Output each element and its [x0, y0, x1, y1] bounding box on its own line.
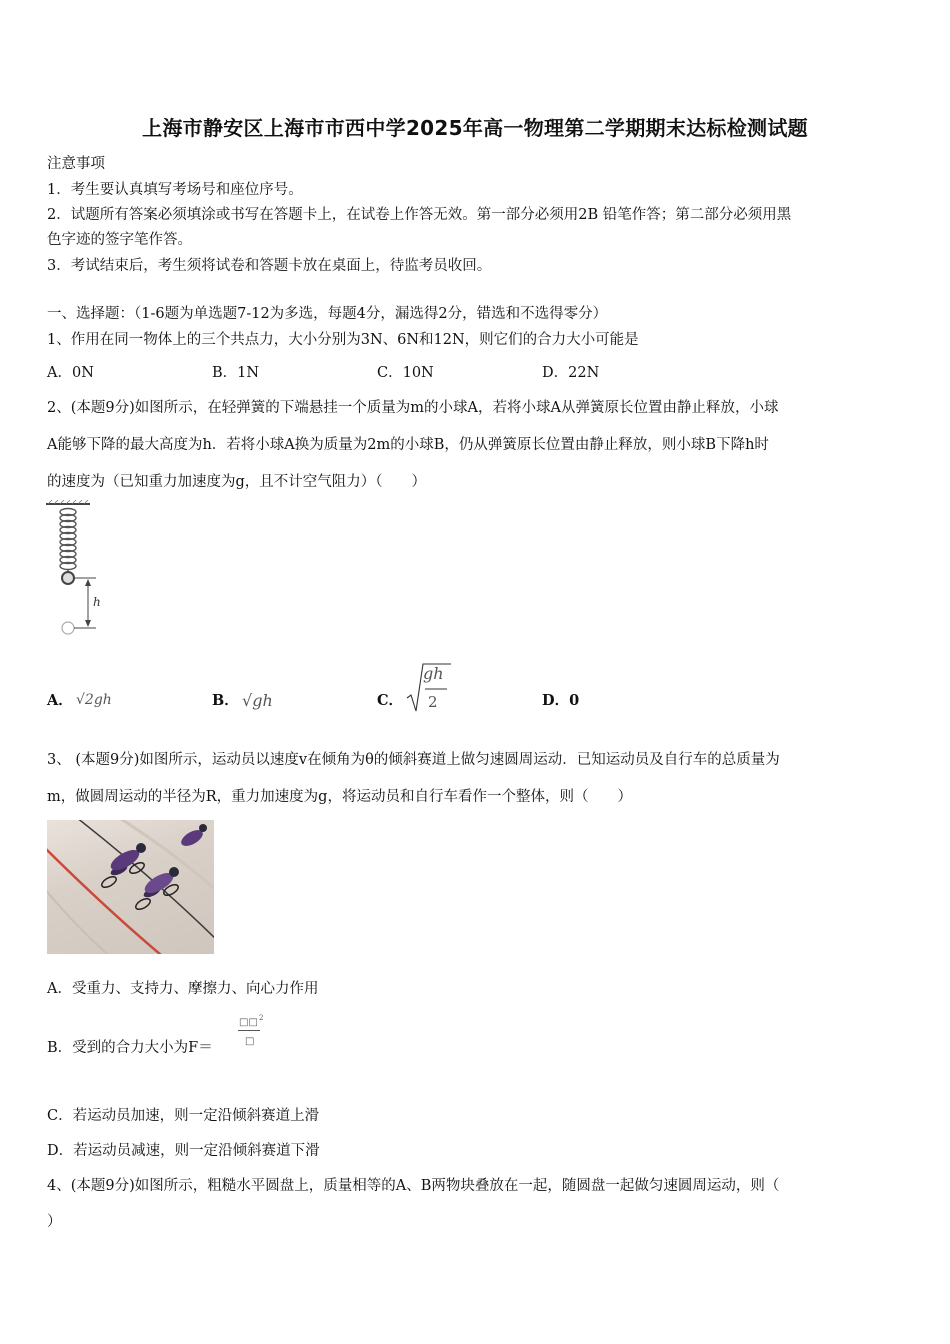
q3-option-b-denominator: □	[245, 1036, 255, 1047]
q3-stem-line2: m，做圆周运动的半径为R，重力加速度为g，将运动员和自行车看作一个整体，则（ ）	[47, 789, 632, 805]
ball-a	[62, 572, 74, 584]
q3-option-b-numerator: □□	[239, 1017, 258, 1028]
q2-option-b-expr: √gh	[242, 691, 273, 710]
cyclist-3	[179, 824, 207, 849]
q1-option-a[interactable]: A．0N	[47, 365, 94, 381]
q2-stem-line1: 2、(本题9分)如图所示，在轻弹簧的下端悬挂一个质量为m的小球A，若将小球A从弹簧原长位置由静止释放，小球	[47, 400, 779, 416]
q2-option-b[interactable]	[212, 689, 239, 710]
notice-item-2: 2．试题所有答案必须填涂或书写在答题卡上，在试卷上作答无效。第一部分必须用2B 铅笔作答；第二部分必须用黑	[47, 207, 792, 223]
q3-option-d[interactable]: D．若运动员减速，则一定沿倾斜赛道下滑	[47, 1143, 320, 1159]
q3-option-b[interactable]	[47, 1036, 213, 1057]
cyclists-photo	[47, 820, 214, 954]
q2-option-b-label: B．	[212, 692, 239, 709]
q2-option-c-numerator: gh	[423, 664, 444, 683]
q3-option-b-exponent: 2	[259, 1014, 264, 1022]
cyclist-2	[134, 867, 180, 911]
cyclist-1	[100, 843, 146, 889]
q1-stem: 1、作用在同一物体上的三个共点力，大小分别为3N、6N和12N，则它们的合力大小可能是	[47, 332, 639, 348]
q2-stem-line3: 的速度为（已知重力加速度为g，且不计空气阻力）（ ）	[47, 474, 427, 490]
q3-stem-line1: 3、 (本题9分)如图所示，运动员以速度v在倾角为θ的倾斜赛道上做匀速圆周运动．已知运动员及自行车的总质量为	[47, 752, 780, 768]
q1-option-c[interactable]: C．10N	[377, 365, 434, 381]
height-label: h	[93, 595, 101, 609]
q1-option-d[interactable]: D．22N	[542, 365, 600, 381]
ball-lower	[62, 622, 74, 634]
section-heading: 一、选择题：（1-6题为单选题7-12为多选，每题4分，漏选得2分，错选和不选得零分）	[47, 306, 608, 322]
q2-option-a[interactable]	[47, 689, 73, 710]
notice-heading: 注意事项	[47, 156, 105, 172]
q1-option-b[interactable]: B．1N	[212, 365, 260, 381]
q4-stem-line2: ）	[47, 1214, 62, 1230]
q2-option-d-label: D．0	[542, 692, 580, 709]
q3-option-a[interactable]: A．受重力、支持力、摩擦力、向心力作用	[47, 981, 319, 997]
q2-option-c-denominator: 2	[428, 693, 438, 711]
track-drawing	[47, 820, 214, 954]
q2-option-c[interactable]	[377, 689, 403, 710]
q2-option-d[interactable]	[542, 689, 579, 710]
notice-item-2-cont: 色字迹的签字笔作答。	[47, 232, 192, 248]
notice-item-1: 1．考生要认真填写考场号和座位序号。	[47, 182, 303, 198]
q2-option-a-expr: √2gh	[76, 692, 112, 708]
spring-figure	[44, 500, 104, 640]
notice-item-3: 3．考试结束后，考生须将试卷和答题卡放在桌面上，待监考员收回。	[47, 258, 492, 274]
q3-option-c[interactable]: C．若运动员加速，则一定沿倾斜赛道上滑	[47, 1108, 320, 1124]
q3-option-b-text: B．受到的合力大小为F＝	[47, 1040, 213, 1056]
q2-option-c-label: C．	[377, 692, 404, 709]
q2-stem-line2: A能够下降的最大高度为h．若将小球A换为质量为2m的小球B，仍从弹簧原长位置由静止释放，则小球B下降h时	[47, 437, 769, 453]
q4-stem-line1: 4、(本题9分)如图所示，粗糙水平圆盘上，质量相等的A、B两物块叠放在一起，随圆盘一起做匀速圆周运动，则（	[47, 1178, 780, 1194]
q3-option-b-fraction-bar	[238, 1030, 260, 1031]
spring-coil	[60, 509, 76, 570]
page-title: 上海市静安区上海市市西中学2025年高一物理第二学期期末达标检测试题	[142, 116, 808, 140]
q2-option-a-label: A．	[47, 692, 73, 709]
